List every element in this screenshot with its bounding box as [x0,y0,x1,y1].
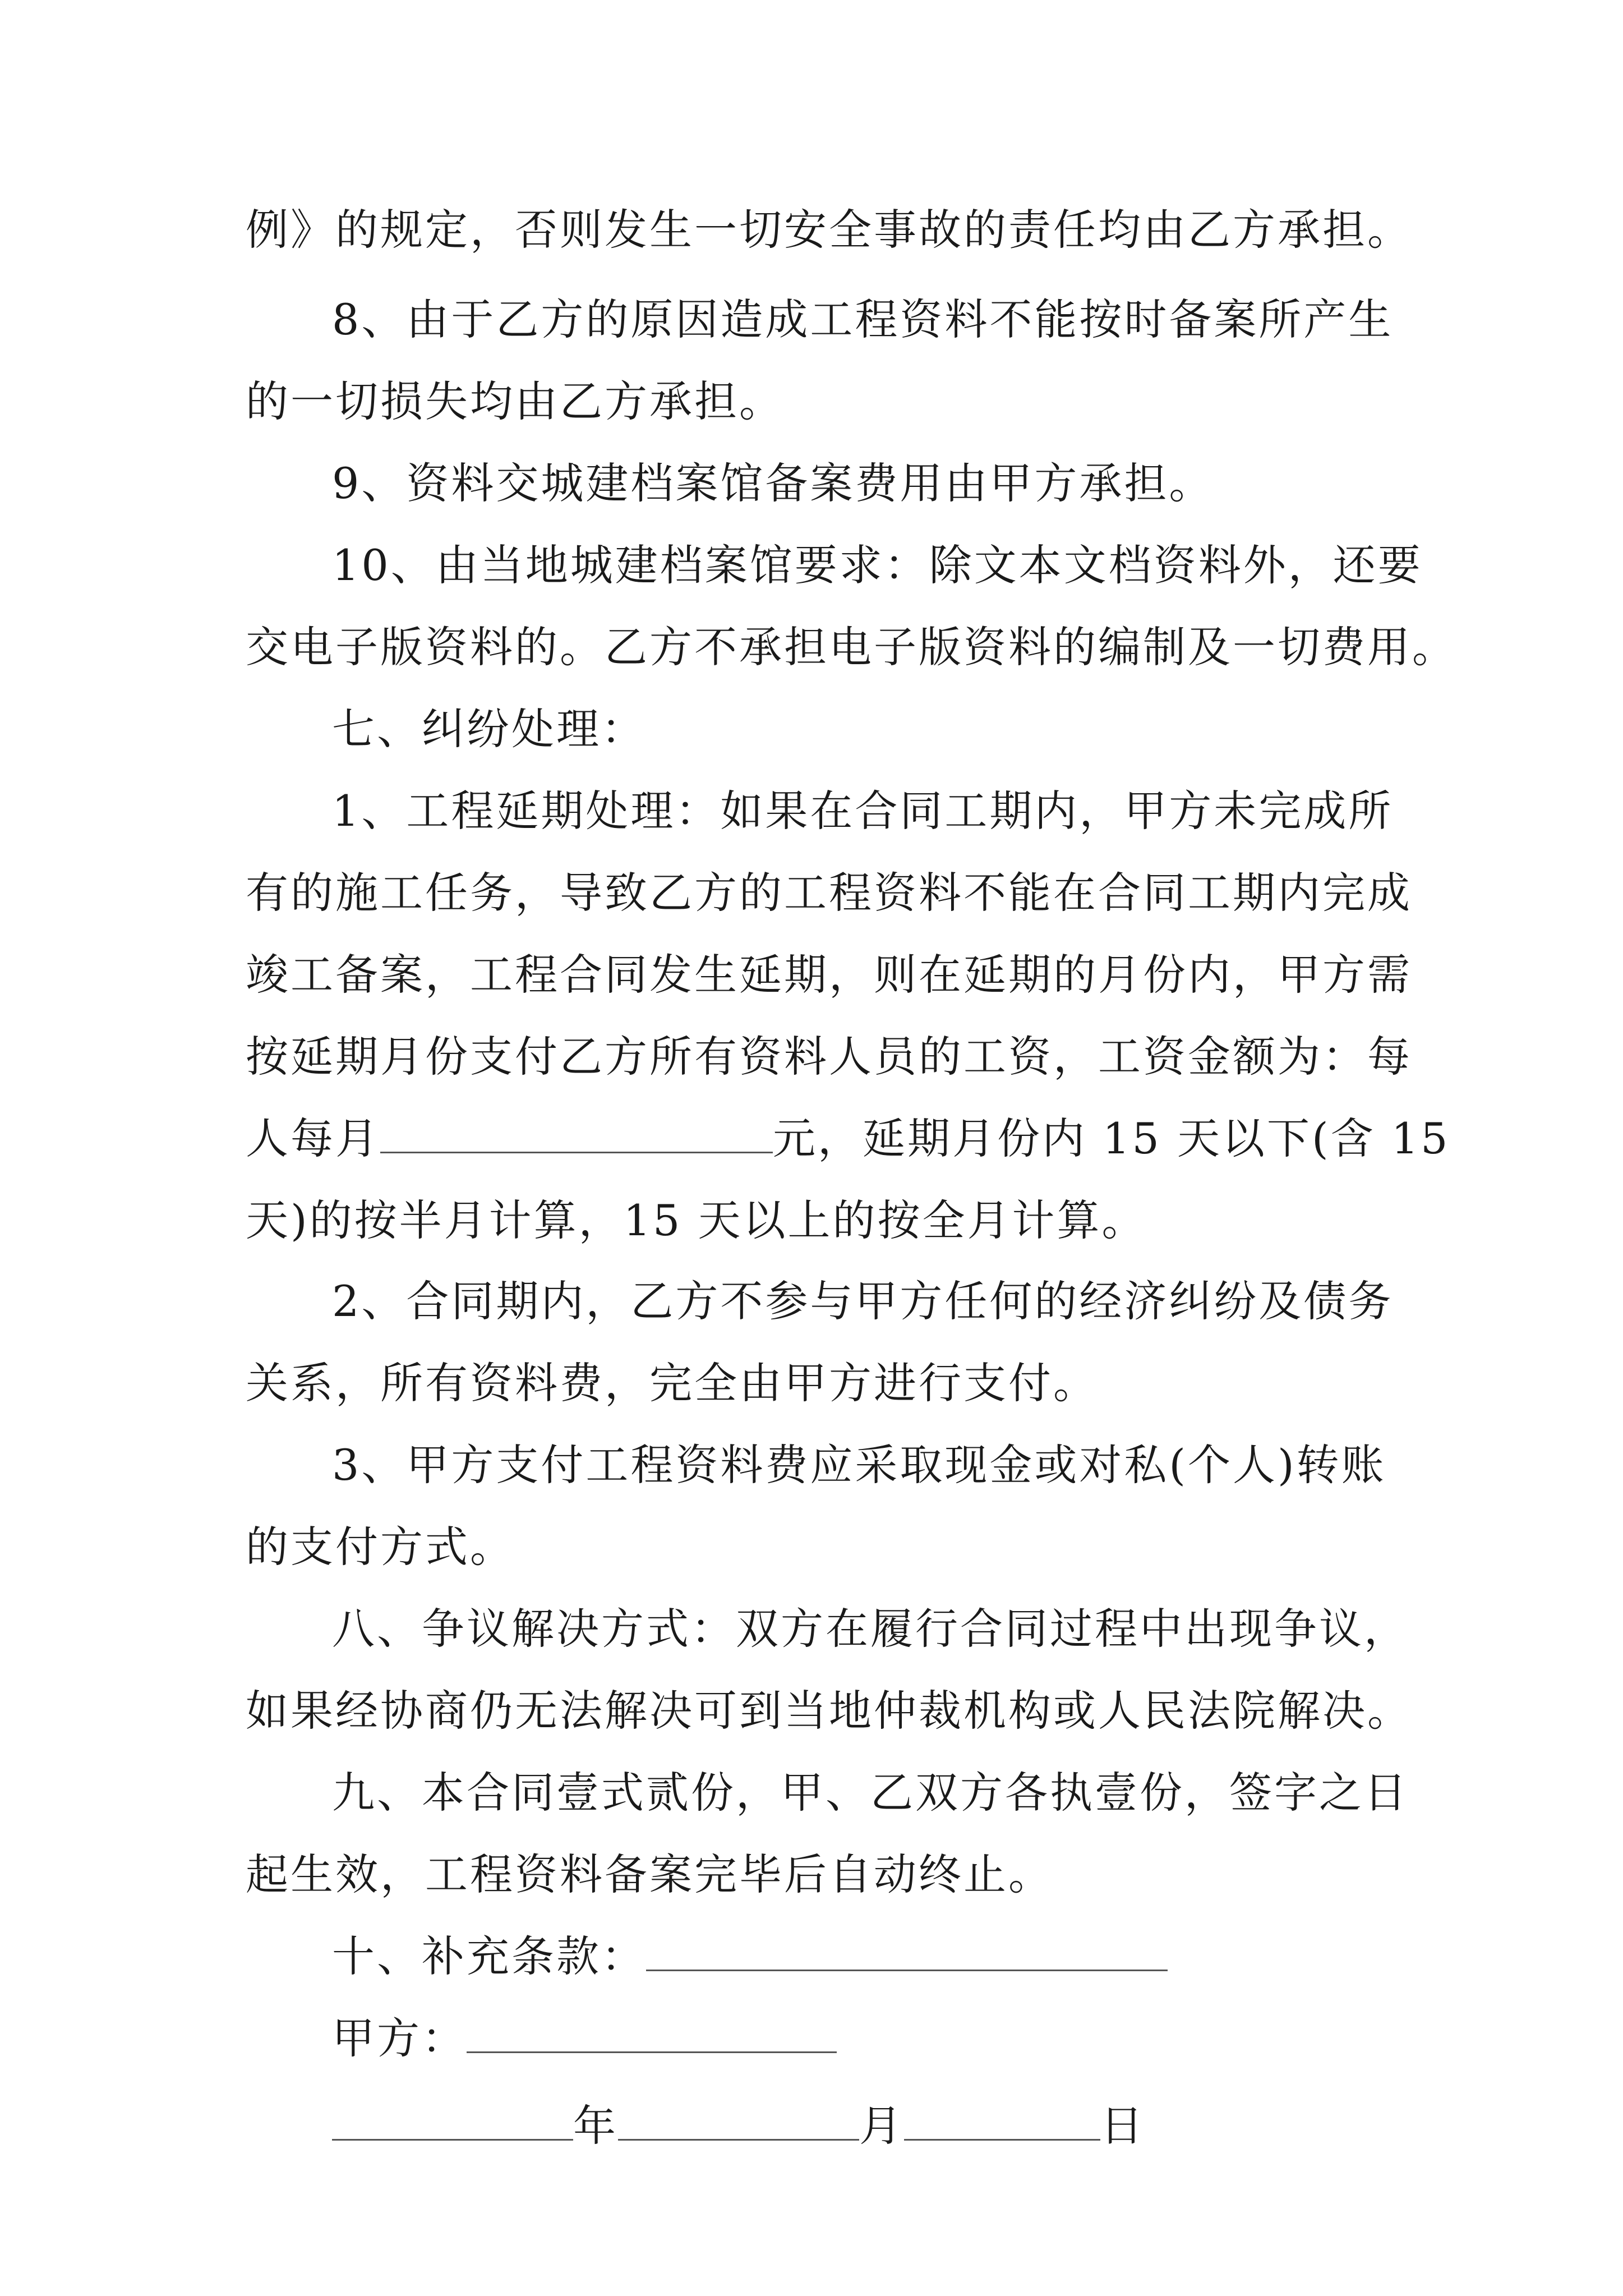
supplementary-terms-label: 十、补充条款： [332,1931,646,1981]
paragraph-line: 起生效，工程资料备案完毕后自动终止。 [246,1849,1053,1899]
wage-suffix-text: 元，延期月份内 15 天以下(含 15 [773,1114,1450,1163]
paragraph-line: 天)的按半月计算，15 天以上的按全月计算。 [246,1195,1147,1245]
year-label: 年 [573,2101,618,2151]
section-7-clause-1-line: 1、工程延期处理：如果在合同工期内，甲方未完成所 [332,786,1394,836]
paragraph-line: 有的施工任务，导致乙方的工程资料不能在合同工期内完成 [246,868,1412,918]
paragraph-line: 的一切损失均由乙方承担。 [246,376,784,426]
day-blank[interactable] [904,2100,1100,2141]
party-a-signature-blank[interactable] [467,2012,837,2053]
day-label: 日 [1100,2101,1145,2151]
supplementary-terms-blank[interactable] [646,1930,1168,1971]
paragraph-line: 关系，所有资料费，完全由甲方进行支付。 [246,1358,1098,1408]
paragraph-line: 如果经协商仍无法解决可到当地仲裁机构或人民法院解决。 [246,1686,1412,1736]
month-blank[interactable] [618,2100,859,2141]
section-8-line: 八、争议解决方式：双方在履行合同过程中出现争议， [332,1604,1409,1654]
party-a-line [332,2010,837,2067]
wage-amount-blank[interactable] [380,1112,773,1153]
wage-prefix-text: 人每月 [246,1114,380,1163]
section-7-clause-2-line: 2、合同期内，乙方不参与甲方任何的经济纠纷及债务 [332,1276,1394,1326]
clause-8-line: 8、由于乙方的原因造成工程资料不能按时备案所产生 [332,295,1394,344]
month-label: 月 [859,2101,904,2151]
section-10-line [332,1929,1168,1985]
signing-date-line [332,2098,1145,2154]
section-7-clause-3-line: 3、甲方支付工程资料费应采取现金或对私(个人)转账 [332,1440,1386,1490]
clause-10-line: 10、由当地城建档案馆要求：除文本文档资料外，还要 [332,540,1423,590]
paragraph-line: 按延期月份支付乙方所有资料人员的工资，工资金额为：每 [246,1032,1412,1082]
clause-9-line: 9、资料交城建档案馆备案费用由甲方承担。 [332,458,1214,508]
party-a-label: 甲方： [332,2013,467,2063]
paragraph-line: 竣工备案，工程合同发生延期，则在延期的月份内，甲方需 [246,950,1412,1000]
year-blank[interactable] [332,2100,573,2141]
section-9-line: 九、本合同壹式贰份，甲、乙双方各执壹份，签字之日 [332,1768,1409,1818]
paragraph-line: 交电子版资料的。乙方不承担电子版资料的编制及一切费用。 [246,622,1457,672]
paragraph-line: 例》的规定，否则发生一切安全事故的责任均由乙方承担。 [246,205,1412,255]
paragraph-line: 的支付方式。 [246,1522,515,1572]
section-7-heading: 七、纠纷处理： [332,704,646,754]
monthly-wage-line [246,1111,1450,1167]
